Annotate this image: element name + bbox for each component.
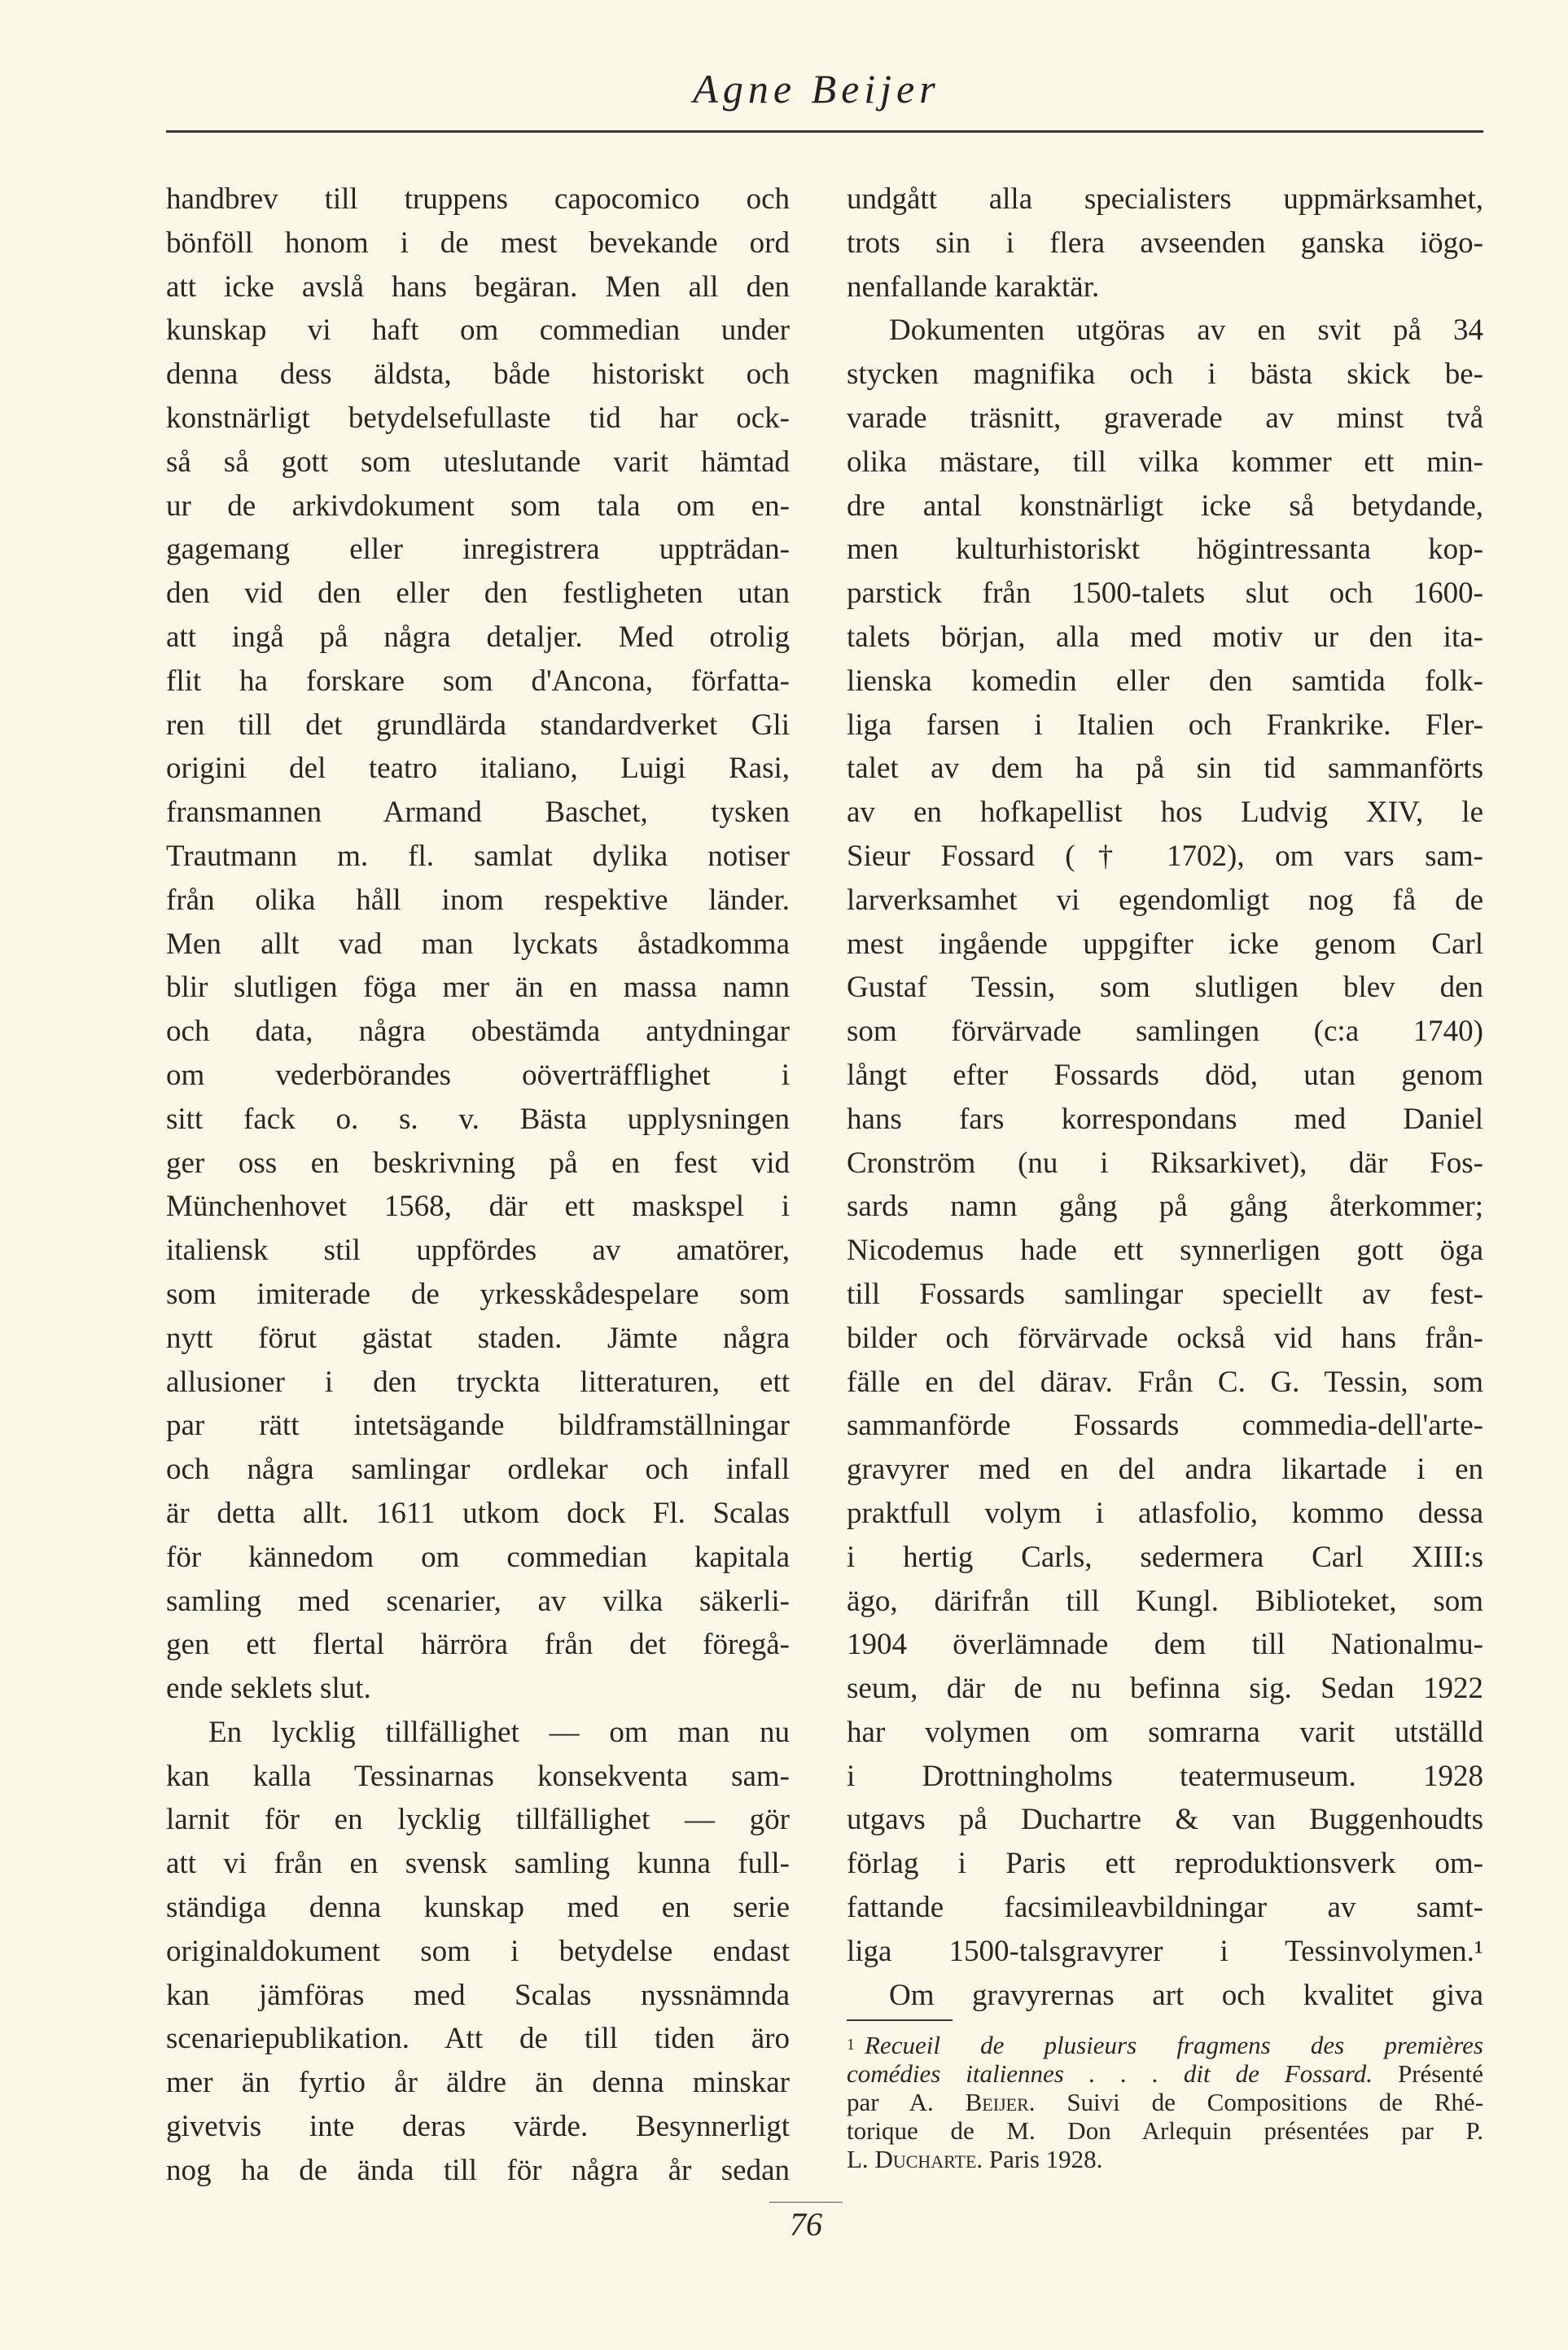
text-line: Nicodemus hade ett synnerligen gott öga [847, 1234, 1483, 1268]
text-line: samling med scenarier, av vilka säkerli- [166, 1584, 790, 1618]
right-column [847, 178, 1483, 2017]
page-number: 76 [790, 2206, 822, 2243]
text-line: lienska komedin eller den samtida folk- [847, 664, 1483, 698]
text-line: scenariepublikation. Att de till tiden äro [166, 2022, 790, 2056]
footnote-marker: 1 [847, 2036, 855, 2054]
text-line: varade träsnitt, graverade av minst två [847, 401, 1483, 435]
text-line: är detta allt. 1611 utkom dock Fl. Scalas [166, 1496, 790, 1530]
text-line: mer än fyrtio år äldre än denna minskar [166, 2066, 790, 2100]
text-line: praktfull volym i atlasfolio, kommo dessa [847, 1496, 1483, 1530]
text-line: sards namn gång på gång återkommer; [847, 1190, 1483, 1224]
page-number-rule [769, 2202, 843, 2203]
footnote-rule [847, 2019, 953, 2021]
text-line: om vederbörandes oöverträfflighet i [166, 1058, 790, 1092]
footnote-author: Beijer. [965, 2088, 1036, 2116]
text-line: av en hofkapellist hos Ludvig XIV, le [847, 796, 1483, 830]
text-line: i Drottningholms teatermuseum. 1928 [847, 1759, 1483, 1793]
footnote-text: L. [847, 2145, 869, 2173]
text-line: Gustaf Tessin, som slutligen blev den [847, 971, 1483, 1005]
text-line: flit ha forskare som d'Ancona, författa- [166, 664, 790, 698]
text-line: dre antal konstnärligt icke så betydande, [847, 489, 1483, 523]
text-line: ständiga denna kunskap med en serie [166, 1891, 790, 1925]
text-line: 1904 överlämnade dem till Nationalmu- [847, 1628, 1483, 1662]
text-line: par rätt intetsägande bildframställningar [166, 1409, 790, 1443]
text-line: som förvärvade samlingen (c:a 1740) [847, 1015, 1483, 1049]
text-line: nytt förut gästat staden. Jämte några [166, 1321, 790, 1355]
text-line: origini del teatro italiano, Luigi Rasi, [166, 752, 790, 786]
text-line: och några samlingar ordlekar och infall [166, 1453, 790, 1487]
text-line: att vi från en svensk samling kunna full- [166, 1847, 790, 1881]
footnote-text: Paris 1928. [988, 2145, 1103, 2173]
footnote-text: par A. [847, 2088, 934, 2116]
text-line: konstnärligt betydelsefullaste tid har ock- [166, 401, 790, 435]
text-line: ur de arkivdokument som tala om en- [166, 489, 790, 523]
text-line: ger oss en beskrivning på en fest vid [166, 1146, 790, 1180]
text-line: och data, några obestämda antydningar [166, 1015, 790, 1049]
text-line: allusioner i den tryckta litteraturen, ett [166, 1365, 790, 1399]
footnote-title: Recueil de plusieurs fragmens des premières [865, 2031, 1483, 2059]
header-rule [166, 130, 1483, 133]
text-line: Men allt vad man lyckats åstadkomma [166, 927, 790, 961]
footnote-text: Suivi de Compositions de Rhé- [1067, 2088, 1484, 2116]
text-line: sammanförde Fossards commedia-dell'arte- [847, 1409, 1483, 1443]
text-line: larverksamhet vi egendomligt nog få de [847, 883, 1483, 917]
text-line: förlag i Paris ett reproduktionsverk om- [847, 1847, 1483, 1881]
footnote-text: Présenté [1397, 2059, 1483, 2088]
text-line: olika mästare, till vilka kommer ett min- [847, 445, 1483, 479]
text-line: Trautmann m. fl. samlat dylika notiser [166, 839, 790, 873]
text-line: En lycklig tillfällighet — om man nu [208, 1715, 790, 1749]
text-line: trots sin i flera avseenden ganska iögo- [847, 226, 1483, 260]
text-line: kunskap vi haft om commedian under [166, 313, 790, 348]
text-line: ägo, därifrån till Kungl. Biblioteket, som [847, 1584, 1483, 1618]
text-line: till Fossards samlingar speciellt av fest- [847, 1277, 1483, 1311]
text-line: men kulturhistoriskt högintressanta kop- [847, 533, 1483, 567]
text-line: så så gott som uteslutande varit hämtad [166, 445, 790, 479]
text-line: fattande facsimileavbildningar av samt- [847, 1891, 1483, 1925]
footnote-text: torique de M. Don Arlequin présentées par P. [847, 2116, 1483, 2145]
text-line: ende seklets slut. [166, 1672, 371, 1706]
text-line: som imiterade de yrkesskådespelare som [166, 1277, 790, 1311]
text-line: utgavs på Duchartre & van Buggenhoudts [847, 1803, 1483, 1837]
footnote-title-cont: comédies italiennes . . . dit de Fossard. [847, 2059, 1373, 2088]
text-line: den vid den eller den festligheten utan [166, 577, 790, 611]
text-line: kan jämföras med Scalas nyssnämnda [166, 1978, 790, 2012]
text-line: Münchenhovet 1568, där ett maskspel i [166, 1190, 790, 1224]
running-header: Agne Beijer [693, 66, 940, 112]
text-line: Om gravyrernas art och kvalitet giva [889, 1978, 1483, 2012]
text-line: italiensk stil uppfördes av amatörer, [166, 1234, 790, 1268]
text-line: fälle en del därav. Från C. G. Tessin, som [847, 1365, 1483, 1399]
text-line: har volymen om somrarna varit utställd [847, 1715, 1483, 1749]
text-line: nenfallande karaktär. [847, 270, 1100, 304]
text-line: kan kalla Tessinarnas konsekventa sam- [166, 1759, 790, 1793]
text-line: från olika håll inom respektive länder. [166, 883, 790, 917]
text-line: sitt fack o. s. v. Bästa upplysningen [166, 1102, 790, 1136]
text-line: liga farsen i Italien och Frankrike. Fler- [847, 708, 1483, 742]
text-line: talet av dem ha på sin tid sammanförts [847, 752, 1483, 786]
text-line: mest ingående uppgifter icke genom Carl [847, 927, 1483, 961]
text-line: Sieur Fossard († 1702), om vars sam- [847, 839, 1483, 873]
text-line: originaldokument som i betydelse endast [166, 1934, 790, 1968]
text-line: Cronström (nu i Riksarkivet), där Fos- [847, 1146, 1483, 1180]
text-line: denna dess äldsta, både historiskt och [166, 357, 790, 392]
text-line: hans fars korrespondans med Daniel [847, 1102, 1483, 1136]
text-line: bönföll honom i de mest bevekande ord [166, 226, 790, 260]
text-line: fransmannen Armand Baschet, tysken [166, 796, 790, 830]
text-line: för kännedom om commedian kapitala [166, 1540, 790, 1574]
text-line: talets början, alla med motiv ur den ita- [847, 620, 1483, 654]
footnote [847, 2031, 1483, 2173]
text-line: givetvis inte deras värde. Besynnerligt [166, 2110, 790, 2144]
text-line: nog ha de ända till för några år sedan [166, 2153, 790, 2187]
text-line: stycken magnifika och i bästa skick be- [847, 357, 1483, 392]
text-line: undgått alla specialisters uppmärksamhet, [847, 182, 1483, 216]
text-line: gravyrer med en del andra likartade i en [847, 1453, 1483, 1487]
text-line: blir slutligen föga mer än en massa namn [166, 971, 790, 1005]
text-line: att ingå på några detaljer. Med otrolig [166, 620, 790, 654]
text-line: handbrev till truppens capocomico och [166, 182, 790, 216]
text-line: i hertig Carls, sedermera Carl XIII:s [847, 1540, 1483, 1574]
footnote-publisher: Ducharte. [874, 2145, 983, 2173]
text-line: bilder och förvärvade också vid hans från- [847, 1321, 1483, 1355]
text-line: gen ett flertal härröra från det föregå- [166, 1628, 790, 1662]
text-line: parstick från 1500-talets slut och 1600- [847, 577, 1483, 611]
text-line: ren till det grundlärda standardverket Gli [166, 708, 790, 742]
text-line: långt efter Fossards död, utan genom [847, 1058, 1483, 1092]
text-line: seum, där de nu befinna sig. Sedan 1922 [847, 1672, 1483, 1706]
text-line: Dokumenten utgöras av en svit på 34 [889, 313, 1483, 348]
text-line: larnit för en lycklig tillfällighet — gör [166, 1803, 790, 1837]
text-line: att icke avslå hans begäran. Men all den [166, 270, 790, 304]
text-line: gagemang eller inregistrera uppträdan- [166, 533, 790, 567]
text-line: liga 1500-talsgravyrer i Tessinvolymen.¹ [847, 1934, 1483, 1968]
left-column [166, 178, 790, 2193]
